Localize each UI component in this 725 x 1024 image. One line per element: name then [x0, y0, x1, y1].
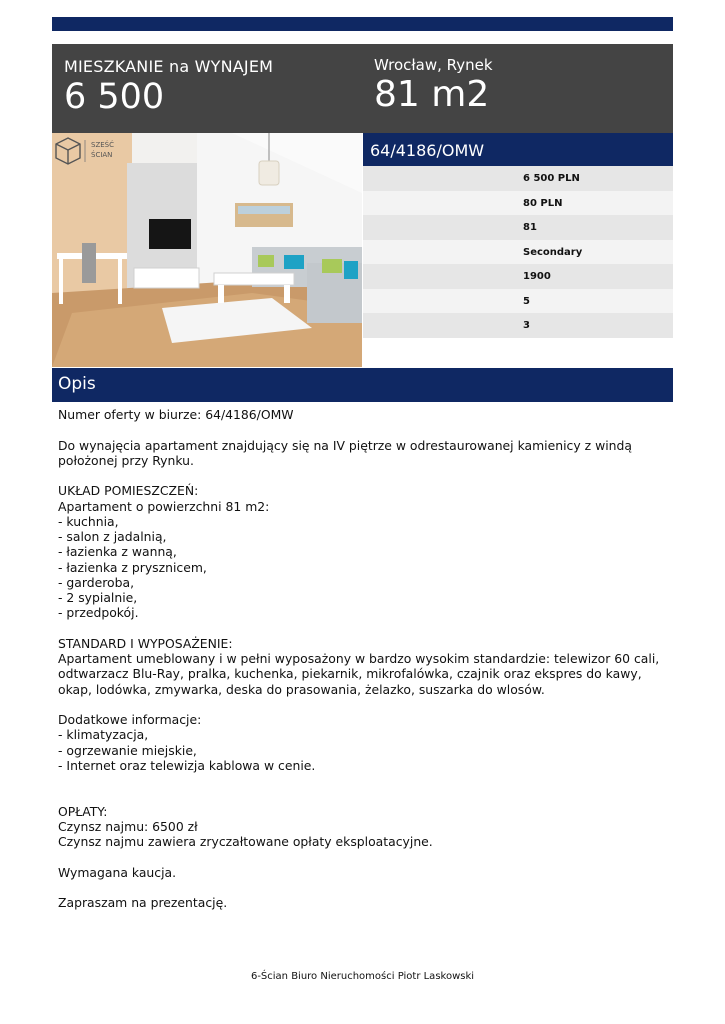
- description-line: [58, 422, 670, 437]
- description-line: - przedpokój.: [58, 605, 139, 621]
- description-line: - salon z jadalnią,: [58, 529, 167, 544]
- property-type: MIESZKANIE na WYNAJEM: [64, 57, 274, 76]
- param-value: 3: [523, 320, 530, 331]
- description-line: OPŁATY:: [58, 803, 108, 819]
- description: [58, 407, 670, 910]
- description-line: - łazienka z wanną,: [58, 544, 177, 560]
- description-line: [58, 788, 670, 803]
- description-line: - ogrzewanie miejskie,: [58, 742, 197, 758]
- description-line: Czynsz najmu: 6500 zł: [58, 818, 198, 834]
- param-row: [363, 264, 673, 289]
- description-line: okap, lodówka, zmywarka, deska do prasowania, żelazko, suszarka do wlosów.: [58, 681, 545, 697]
- section-title: Opis: [58, 374, 96, 394]
- description-line: STANDARD I WYPOSAŻENIE:: [58, 635, 233, 651]
- param-row: [363, 215, 673, 240]
- description-line: położonej przy Rynku.: [58, 452, 194, 468]
- param-value: 5: [523, 295, 530, 307]
- price: 6 500: [64, 77, 165, 117]
- description-line: - klimatyzacja,: [58, 727, 149, 743]
- description-line: Numer oferty w biurze: 64/4186/OMW: [58, 407, 294, 422]
- property-photo: [52, 133, 362, 367]
- description-line: [58, 697, 670, 712]
- description-line: [58, 773, 670, 788]
- listing-id-bar: [363, 133, 673, 166]
- description-line: - kuchnia,: [58, 513, 119, 529]
- description-line: Zapraszam na prezentację.: [58, 895, 228, 910]
- param-row: [363, 240, 673, 265]
- description-line: UKŁAD POMIESZCZEŃ:: [58, 483, 199, 499]
- param-row: [363, 313, 673, 338]
- description-line: odtwarzacz Blu-Ray, pralka, kuchenka, piekarnik, mikrofalówka, czajnik oraz ekspres do kawy,: [58, 666, 642, 682]
- agency-logo: [55, 136, 117, 166]
- param-row: [363, 166, 673, 191]
- description-line: [58, 880, 670, 895]
- logo-text-line2: ŚCIAN: [91, 151, 113, 159]
- description-line: - Internet oraz telewizja kablowa w cenie.: [58, 757, 316, 773]
- param-value: 81: [523, 222, 537, 233]
- location: Wrocław, Rynek: [374, 56, 493, 74]
- param-value: 1900: [523, 271, 551, 282]
- footer-agency-name: 6-Ścian Biuro Nieruchomości Piotr Laskowski: [250, 971, 475, 982]
- listing-header: [52, 44, 673, 133]
- description-line: - łazienka z prysznicem,: [58, 559, 207, 575]
- description-line: - garderoba,: [58, 574, 135, 590]
- section-header: [52, 368, 673, 402]
- param-value: Secondary: [523, 246, 583, 258]
- parameter-table: [363, 166, 673, 338]
- listing-id: 64/4186/OMW: [370, 141, 485, 160]
- top-accent-bar: [52, 17, 673, 31]
- param-row: [363, 191, 673, 216]
- logo-text-line1: SZEŚĆ: [91, 141, 114, 149]
- param-value: 6 500 PLN: [523, 173, 580, 184]
- description-line: - 2 sypialnie,: [58, 590, 138, 605]
- description-line: Apartament umeblowany i w pełni wyposażony w bardzo wysokim standardzie: telewizor 60 cali,: [58, 651, 660, 666]
- description-line: Wymagana kaucja.: [58, 864, 177, 880]
- description-line: [58, 849, 670, 864]
- param-value: 80 PLN: [523, 197, 563, 209]
- param-row: [363, 289, 673, 314]
- description-line: Czynsz najmu zawiera zryczałtowane opłaty eksploatacyjne.: [58, 834, 433, 849]
- description-line: Dodatkowe informacje:: [58, 712, 202, 727]
- description-line: [58, 621, 670, 636]
- area: 81 m2: [374, 74, 490, 115]
- description-line: [58, 468, 670, 483]
- description-line: Apartament o powierzchni 81 m2:: [58, 498, 270, 514]
- description-line: Do wynajęcia apartament znajdujący się na IV piętrze w odrestaurowanej kamienicy z windą: [58, 437, 632, 453]
